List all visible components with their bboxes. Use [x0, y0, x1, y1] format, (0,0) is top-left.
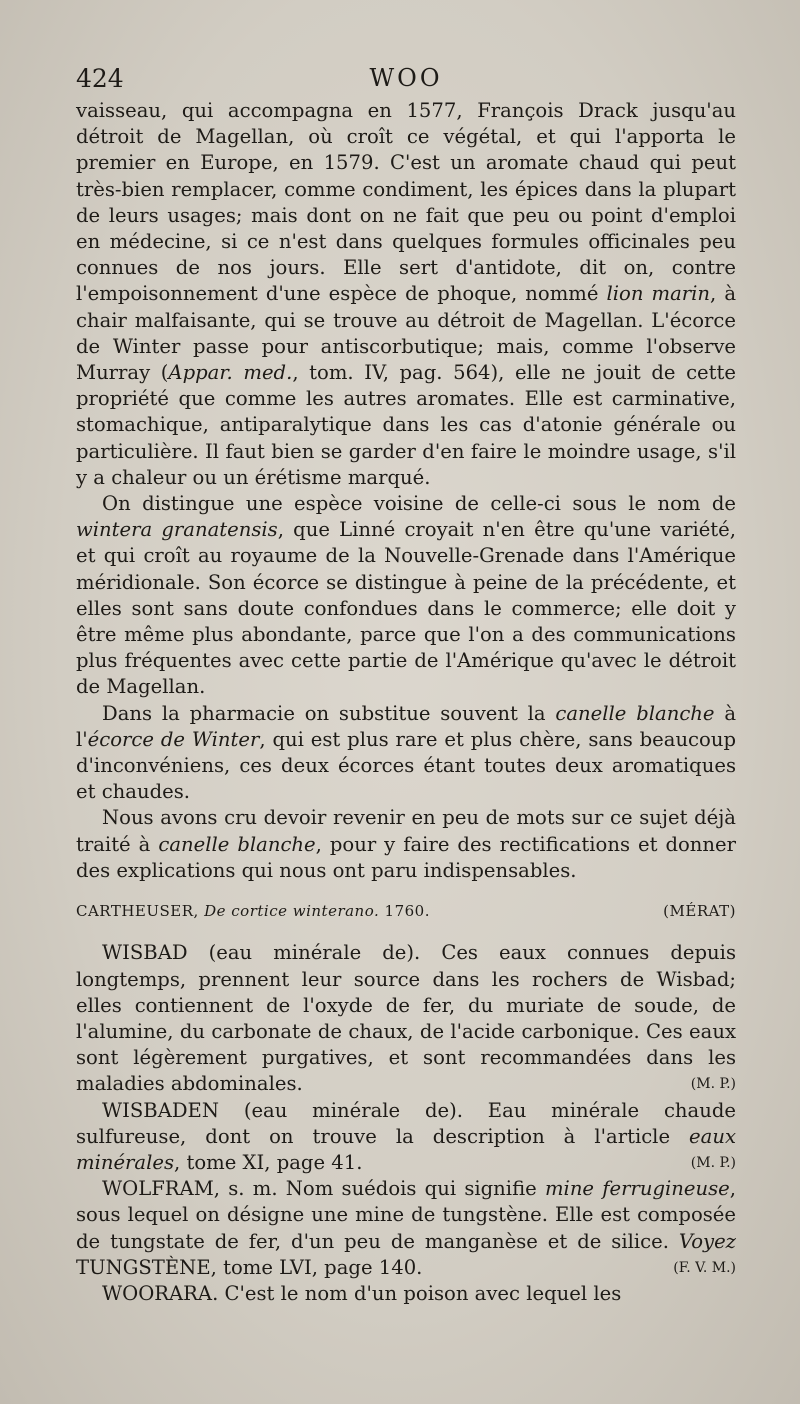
text-run: à l' [76, 701, 736, 751]
body-text [76, 98, 736, 1307]
italic-text: wintera granatensis [76, 518, 278, 542]
text-run: Dans la pharmacie on substitue souvent la [102, 701, 556, 725]
paragraph [76, 805, 736, 884]
reference-author: CARTHEUSER, [76, 902, 199, 921]
page-header [76, 64, 736, 100]
italic-text: écorce de Winter [87, 727, 260, 751]
italic-text: Appar. med. [168, 361, 293, 385]
text-run: Nous avons cru devoir revenir en peu de mots sur ce sujet déjà traité à [76, 806, 736, 856]
text-run: , tom. IV, pag. 564), elle ne jouit de cette propriété que comme les autres aromates. Elle est carminative, stomachique, antiparalytique dans les cas d'atonie générale ou particulière. Il faut bien se garder d'en faire le moindre usage, s'il y a chaleur ou un érétisme marqué. [76, 361, 736, 489]
italic-text: canelle blanche [158, 832, 316, 856]
paragraph [76, 701, 736, 806]
dictionary-entry [76, 940, 736, 1097]
text-run: , qui est plus rare et plus chère, sans beaucoup d'inconvéniens, ces deux écorces étant toutes deux aromatiques et chaudes. [76, 727, 736, 804]
italic-text: eaux minérales [76, 1124, 736, 1174]
reference-citation [76, 898, 430, 924]
text-run: , que Linné croyait n'en être qu'une variété, et qui croît au royaume de la Nouvelle-Grenade dans l'Amérique méridionale. Son écorce se distingue à peine de la précédente, et elles sont sans doute confondues dans le commerce; elle doit y être même plus abondante, parce que l'on a des communications plus fréquentes avec cette partie de l'Amérique qu'avec le détroit de Magellan. [76, 518, 737, 699]
text-run: , tome XI, page 41. [174, 1150, 363, 1174]
text-run: , sous lequel on désigne une mine de tungstène. Elle est composée de tungstate de fer, d'un peu de manganèse et de silice. [76, 1177, 736, 1253]
entry-signature: (M. P.) [690, 1076, 736, 1093]
dictionary-entry [76, 1281, 736, 1307]
paragraph [76, 491, 736, 701]
entry-signature: (M. P.) [690, 1154, 736, 1171]
text-run: WISBADEN (eau minérale de). Eau minérale chaude sulfureuse, dont on trouve la description à l'article [76, 1098, 736, 1148]
text-run: WISBAD (eau minérale de). Ces eaux connues depuis longtemps, prennent leur source dans les rochers de Wisbad; elles contiennent de l'oxyde de fer, du muriate de soude, de l'alumine, du carbonate de chaux, de l'acide carbonique. Ces eaux sont légèrement purgatives, et sont recommandées dans les maladies abdominales. [76, 941, 736, 1096]
dictionary-entry [76, 1176, 736, 1281]
running-head: WOO [369, 64, 443, 92]
text-run: WOORARA. C'est le nom d'un poison avec lequel les [102, 1281, 622, 1305]
reference-signature: (MÉRAT) [663, 902, 736, 921]
reference-title: De cortice winterano. [204, 902, 380, 921]
italic-text: lion marin [606, 282, 711, 306]
text-run: On distingue une espèce voisine de celle-ci sous le nom de [102, 492, 736, 516]
italic-text: Voyez [678, 1229, 736, 1253]
italic-text: mine ferrugineuse [544, 1177, 730, 1201]
page-number: 424 [76, 64, 124, 93]
reference-year: 1760. [384, 902, 430, 921]
text-run: , à chair malfaisante, qui se trouve au détroit de Magellan. L'écorce de Winter passe pour antiscorbutique; mais, comme l'observe Murray ( [76, 282, 736, 385]
bibliographic-reference [76, 898, 736, 924]
text-run: , pour y faire des rectifications et donner des explications qui nous ont paru indispensables. [76, 832, 737, 882]
text-run: TUNGSTÈNE, tome LVI, page 140. [76, 1255, 423, 1279]
text-run: WOLFRAM, s. m. Nom suédois qui signifie [102, 1177, 545, 1201]
dictionary-entry [76, 1098, 736, 1177]
entry-signature: (F. V. M.) [673, 1259, 736, 1276]
text-run: vaisseau, qui accompagna en 1577, François Drack jusqu'au détroit de Magellan, où croît ce végétal, et qui l'apporta le premier en Europe, en 1579. C'est un aromate chaud qui peut très-bien remplacer, comme condiment, les épices dans la plupart de leurs usages; mais dont on ne fait que peu ou point d'emploi en médecine, si ce n'est dans quelques formules officinales peu connues de nos jours. Elle sert d'antidote, dit on, contre l'empoisonnement d'une espèce de phoque, nommé [76, 99, 736, 306]
paragraph [76, 98, 736, 491]
italic-text: canelle blanche [555, 701, 715, 725]
